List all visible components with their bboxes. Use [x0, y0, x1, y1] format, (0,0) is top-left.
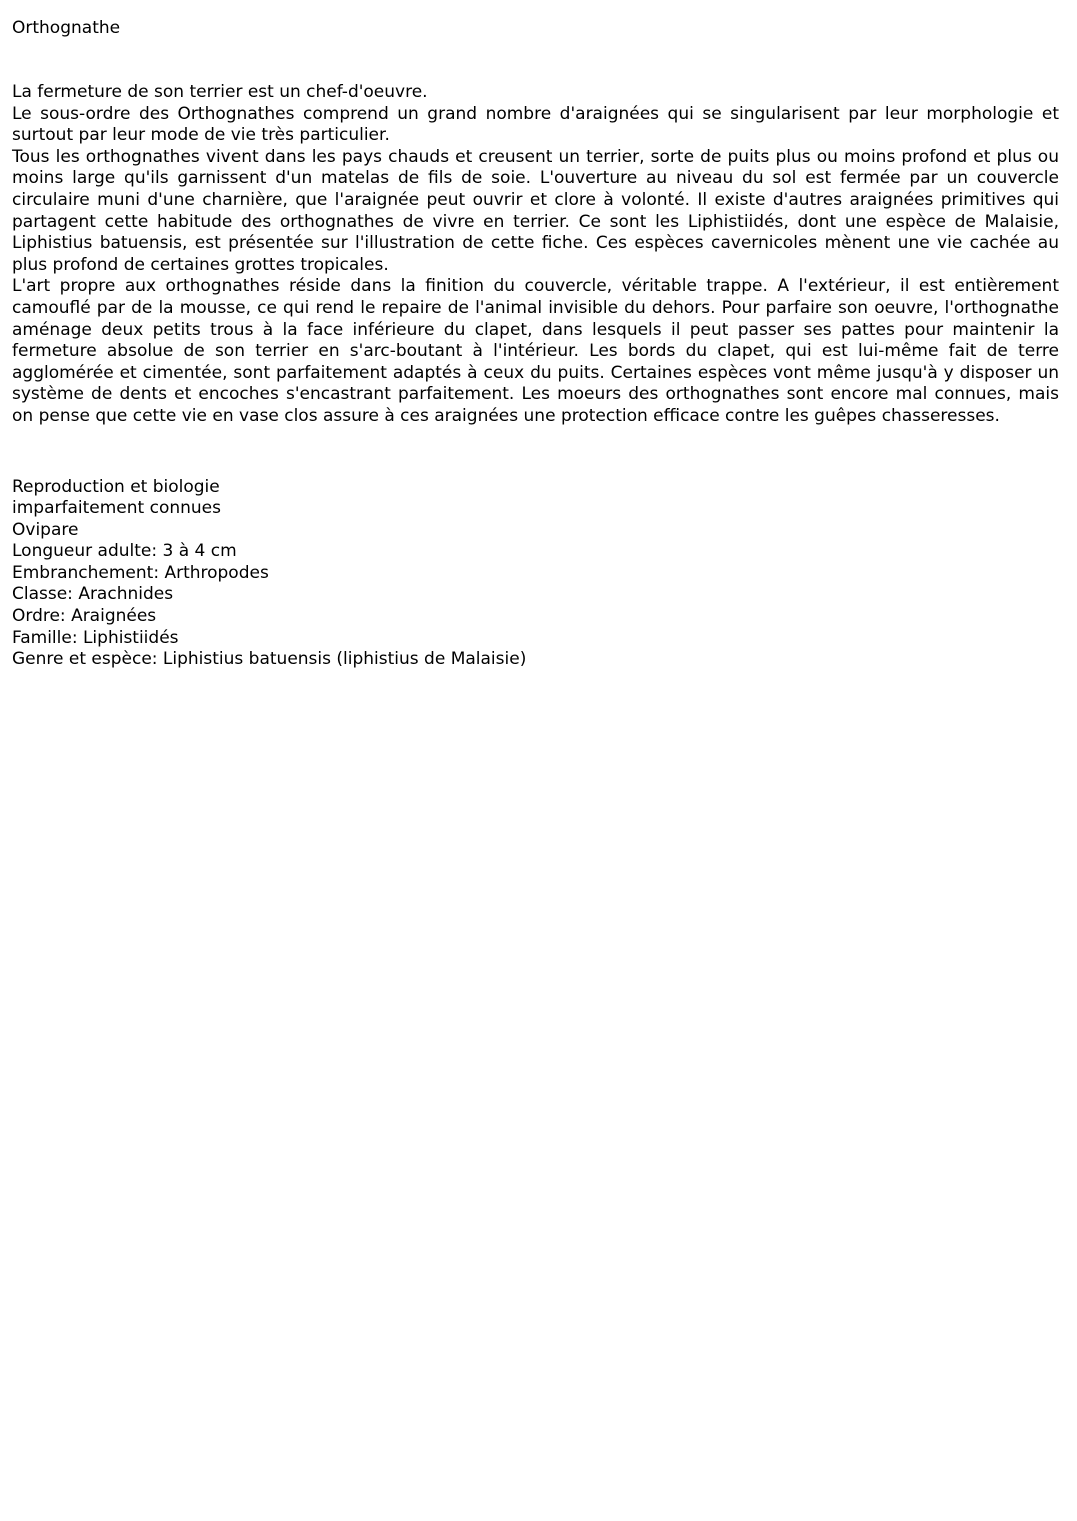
fact-class: Classe: Arachnides: [12, 584, 174, 605]
fact-reproduction: Reproduction et biologie: [12, 476, 220, 497]
fact-phylum: Embranchement: Arthropodes: [12, 562, 269, 583]
facts-section: [12, 477, 1059, 671]
paragraph-habitat: Tous les orthognathes vivent dans les pays chauds et creusent un terrier, sorte de puits plus ou moins profond et plus ou moins large qu'ils garnissent d'un matelas de fils de soie. L'ouverture au niveau du sol est fermée par un couvercle circulaire muni d'une charnière, que l'araignée peut ouvrir et clore à volonté. Il existe d'autres araignées primitives qui partagent cette habitude des orthognathes de vivre en terrier. Ce sont les Liphistiidés, dont une espèce de Malaisie, Liphistius batuensis, est présentée sur l'illustration de cette fiche. Ces espèces cavernicoles mènent une vie cachée au plus profond de certaines grottes tropicales.: [12, 146, 1059, 275]
fact-length: Longueur adulte: 3 à 4 cm: [12, 541, 237, 562]
fact-family: Famille: Liphistiidés: [12, 627, 179, 648]
description-section: [12, 82, 1059, 428]
paragraph-suborder: Le sous-ordre des Orthognathes comprend un grand nombre d'araignées qui se singularisent par leur morphologie et surtout par leur mode de vie très particulier.: [12, 103, 1059, 146]
fact-reproduction-cont: imparfaitement connues: [12, 498, 221, 519]
document-page: [12, 18, 1059, 671]
paragraph-trapdoor: L'art propre aux orthognathes réside dans la finition du couvercle, véritable trappe. A l'extérieur, il est entièrement camouflé par de la mousse, ce qui rend le repaire de l'animal invisible du dehors. Pour parfaire son oeuvre, l'orthognathe aménage deux petits trous à la face inférieure du clapet, dans lesquels il peut passer ses pattes pour maintenir la fermeture absolue de son terrier en s'arc-boutant à l'intérieur. Les bords du clapet, qui est lui-même fait de terre agglomérée et cimentée, sont parfaitement adaptés à ceux du puits. Certaines espèces vont même jusqu'à y disposer un système de dents et encoches s'encastrant parfaitement. Les moeurs des orthognathes sont encore mal connues, mais on pense que cette vie en vase clos assure à ces araignées une protection efficace contre les guêpes chasseresses.: [12, 276, 1059, 426]
paragraph-headline: La fermeture de son terrier est un chef-d'oeuvre.: [12, 82, 428, 102]
fact-ovipare: Ovipare: [12, 519, 79, 540]
fact-genus-species: Genre et espèce: Liphistius batuensis (liphistius de Malaisie): [12, 649, 527, 670]
fact-order: Ordre: Araignées: [12, 606, 157, 627]
document-title: Orthognathe: [12, 18, 121, 38]
